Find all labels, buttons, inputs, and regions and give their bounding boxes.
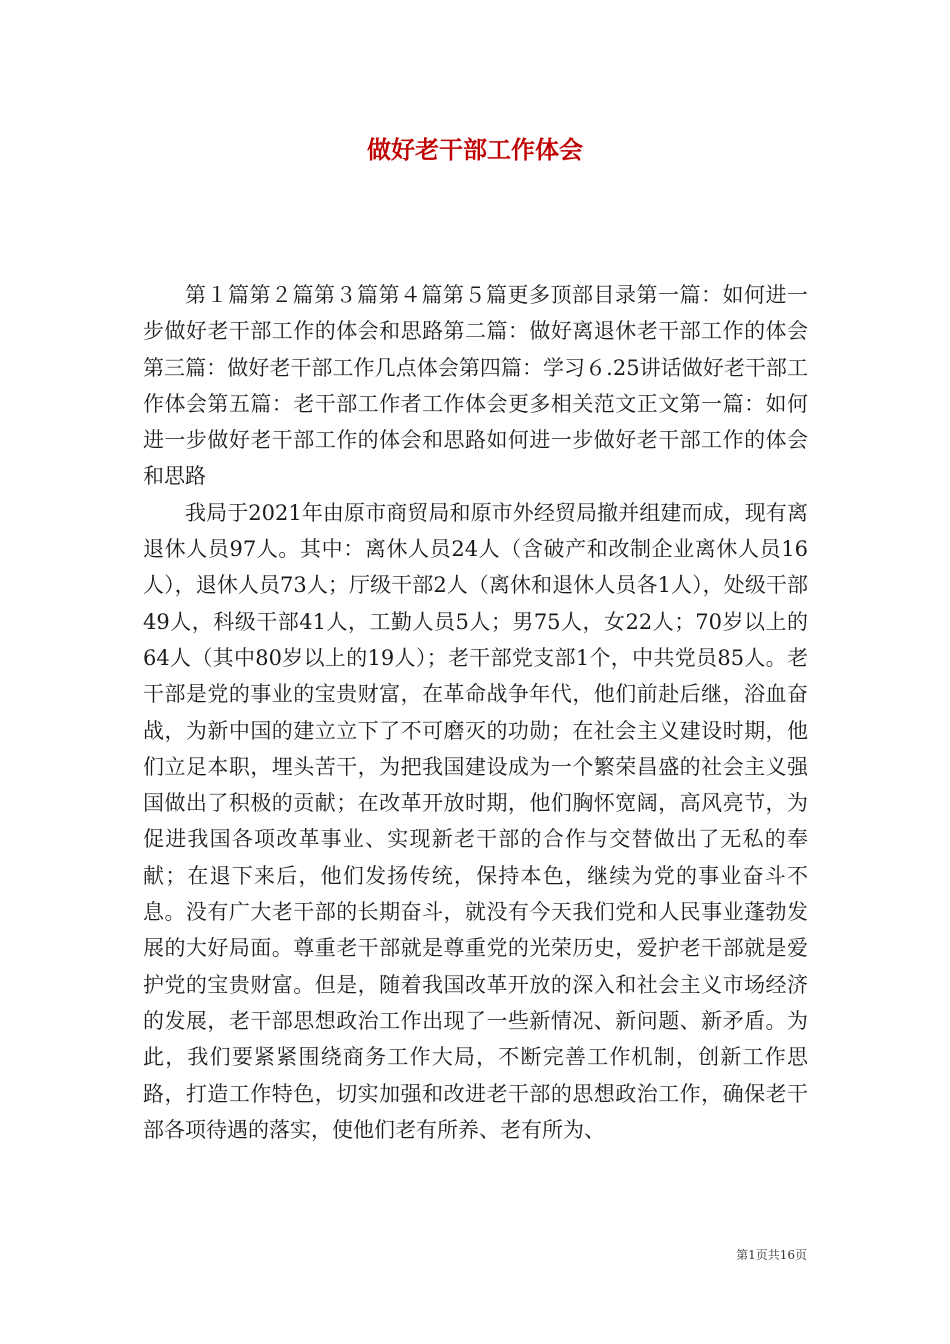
page-number: 第1页共16页 [736,1248,807,1262]
document-body [143,277,808,1148]
paragraph-table-of-contents: 第１篇第２篇第３篇第４篇第５篇更多顶部目录第一篇：如何进一步做好老干部工作的体会和思路第二篇：做好离退休老干部工作的体会第三篇：做好老干部工作几点体会第四篇：学习６.25讲话做好老干部工作体会第五篇：老干部工作者工作体会更多相关范文正文第一篇：如何进一步做好老干部工作的体会和思路如何进一步做好老干部工作的体会和思路 [143,283,808,489]
page-title: 做好老干部工作体会 [367,135,583,164]
paragraph-main-text: 我局于2021年由原市商贸局和原市外经贸局撤并组建而成，现有离退休人员97人。其中：离休人员24人（含破产和改制企业离休人员16人），退休人员73人；厅级干部2人（离休和退休人员各1人），处级干部49人，科级干部41人，工勤人员5人；男75人，女22人；70岁以上的64人（其中80岁以上的19人）；老干部党支部1个，中共党员85人。老干部是党的事业的宝贵财富，在革命战争年代，他们前赴后继，浴血奋战，为新中国的建立立下了不可磨灭的功勋；在社会主义建设时期，他们立足本职，埋头苦干，为把我国建设成为一个繁荣昌盛的社会主义强国做出了积极的贡献；在改革开放时期，他们胸怀宽阔，高风亮节，为促进我国各项改革事业、实现新老干部的合作与交替做出了无私的奉献；在退下来后，他们发扬传统，保持本色，继续为党的事业奋斗不息。没有广大老干部的长期奋斗，就没有今天我们党和人民事业蓬勃发展的大好局面。尊重老干部就是尊重党的光荣历史，爱护老干部就是爱护党的宝贵财富。但是，随着我国改革开放的深入和社会主义市场经济的发展，老干部思想政治工作出现了一些新情况、新问题、新矛盾。为此，我们要紧紧围绕商务工作大局，不断完善工作机制，创新工作思路，打造工作特色，切实加强和改进老干部的思想政治工作，确保老干部各项待遇的落实，使他们老有所养、老有所为、 [143,500,808,1142]
